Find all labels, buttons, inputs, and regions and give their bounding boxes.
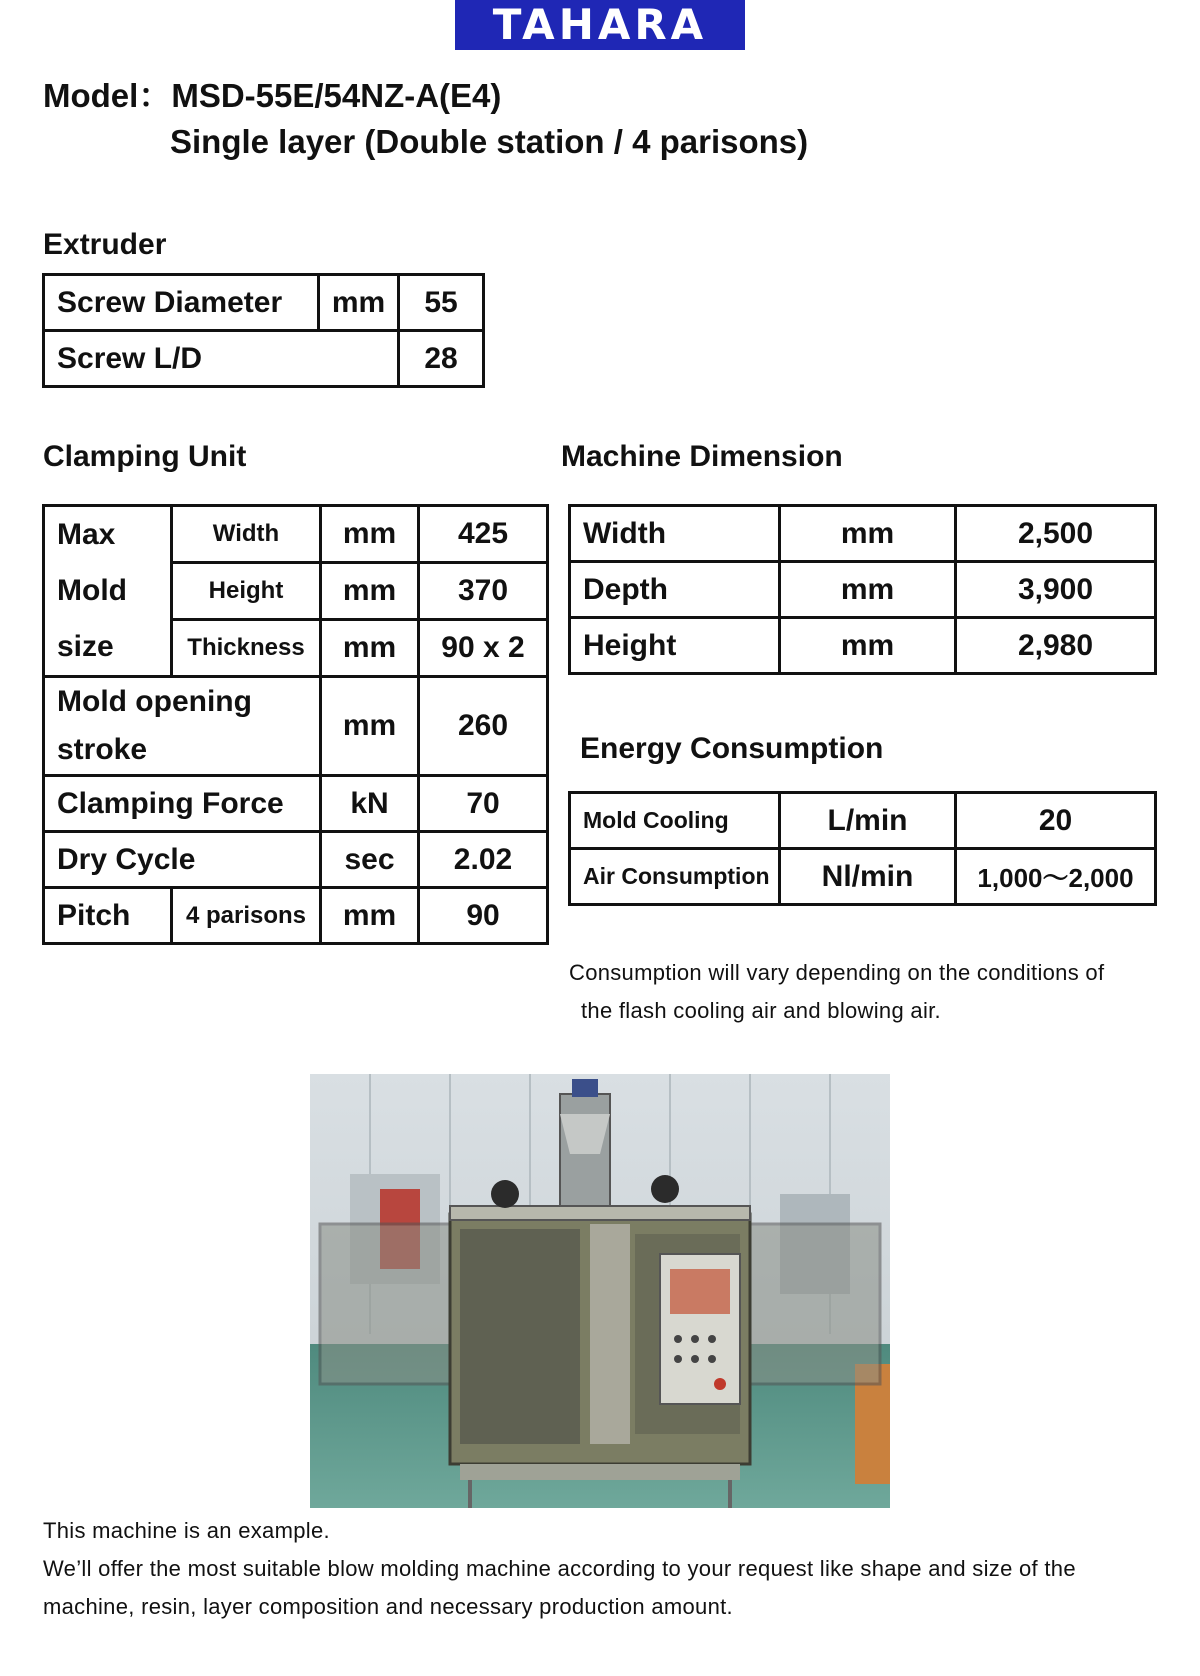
extruder-heading: Extruder (43, 228, 167, 261)
tahara-logo (455, 0, 745, 50)
mold-thickness-label: Thickness (172, 620, 321, 677)
energy-note-line1: Consumption will vary depending on the conditions of (569, 960, 1105, 985)
mold-opening-label: Mold opening stroke (44, 677, 321, 776)
mold-height-label: Height (172, 563, 321, 620)
table-row (570, 849, 1156, 905)
table-row (44, 832, 548, 888)
clamping-heading: Clamping Unit (43, 440, 247, 473)
clamping-force-label: Clamping Force (44, 776, 321, 832)
air-consumption-value: 1,000～2,000 (956, 849, 1156, 905)
dimension-heading: Machine Dimension (561, 440, 843, 473)
mold-cooling-unit: L/min (780, 793, 956, 849)
energy-heading: Energy Consumption (580, 732, 884, 765)
dry-cycle-label: Dry Cycle (44, 832, 321, 888)
mold-thickness-unit: mm (321, 620, 419, 677)
model-title: Model：MSD-55E/54NZ-A(E4) (43, 77, 502, 114)
mold-width-value: 425 (419, 506, 548, 563)
table-row (44, 776, 548, 832)
table-row (44, 275, 484, 331)
dimension-width-label: Width (570, 506, 780, 562)
mold-thickness-value: 90 x 2 (419, 620, 548, 677)
screw-diameter-value: 55 (399, 275, 484, 331)
mold-height-unit: mm (321, 563, 419, 620)
table-row (570, 506, 1156, 562)
table-row (44, 506, 548, 563)
pitch-unit: mm (321, 888, 419, 944)
dimension-width-unit: mm (780, 506, 956, 562)
table-row (570, 793, 1156, 849)
screw-ld-value: 28 (399, 331, 484, 387)
table-row (44, 677, 548, 776)
clamping-force-value: 70 (419, 776, 548, 832)
energy-note-line2: the flash cooling air and blowing air. (581, 998, 941, 1023)
dry-cycle-unit: sec (321, 832, 419, 888)
pitch-value: 90 (419, 888, 548, 944)
mold-width-unit: mm (321, 506, 419, 563)
model-subtitle: Single layer (Double station / 4 parisons) (170, 123, 809, 160)
footer-line1: This machine is an example. (43, 1518, 330, 1543)
dimension-height-value: 2,980 (956, 618, 1156, 674)
mold-opening-unit: mm (321, 677, 419, 776)
max-mold-size-label: Max Mold size (44, 506, 172, 677)
pitch-label: Pitch (44, 888, 172, 944)
dimension-depth-label: Depth (570, 562, 780, 618)
mold-opening-value: 260 (419, 677, 548, 776)
mold-width-label: Width (172, 506, 321, 563)
screw-diameter-unit: mm (319, 275, 399, 331)
logo-text: TAHARA (492, 0, 708, 49)
air-consumption-label: Air Consumption (570, 849, 780, 905)
clamping-force-unit: kN (321, 776, 419, 832)
machine-photo (310, 1074, 890, 1508)
air-consumption-unit: Nl/min (780, 849, 956, 905)
dry-cycle-value: 2.02 (419, 832, 548, 888)
mold-cooling-label: Mold Cooling (570, 793, 780, 849)
dimension-depth-unit: mm (780, 562, 956, 618)
footer-line3: machine, resin, layer composition and necessary production amount. (43, 1594, 733, 1619)
table-row (570, 618, 1156, 674)
mold-cooling-value: 20 (956, 793, 1156, 849)
dimension-width-value: 2,500 (956, 506, 1156, 562)
energy-table (568, 791, 1157, 906)
extruder-table (42, 273, 485, 388)
pitch-sub-label: 4 parisons (172, 888, 321, 944)
dimension-depth-value: 3,900 (956, 562, 1156, 618)
table-row (570, 562, 1156, 618)
dimension-table (568, 504, 1157, 675)
clamping-table (42, 504, 549, 945)
dimension-height-label: Height (570, 618, 780, 674)
screw-ld-label: Screw L/D (44, 331, 399, 387)
dimension-height-unit: mm (780, 618, 956, 674)
footer-line2: We’ll offer the most suitable blow molding machine according to your request like shape and size of the (43, 1556, 1076, 1581)
mold-height-value: 370 (419, 563, 548, 620)
machine-illustration (310, 1074, 890, 1508)
table-row (44, 331, 484, 387)
screw-diameter-label: Screw Diameter (44, 275, 319, 331)
table-row (44, 888, 548, 944)
